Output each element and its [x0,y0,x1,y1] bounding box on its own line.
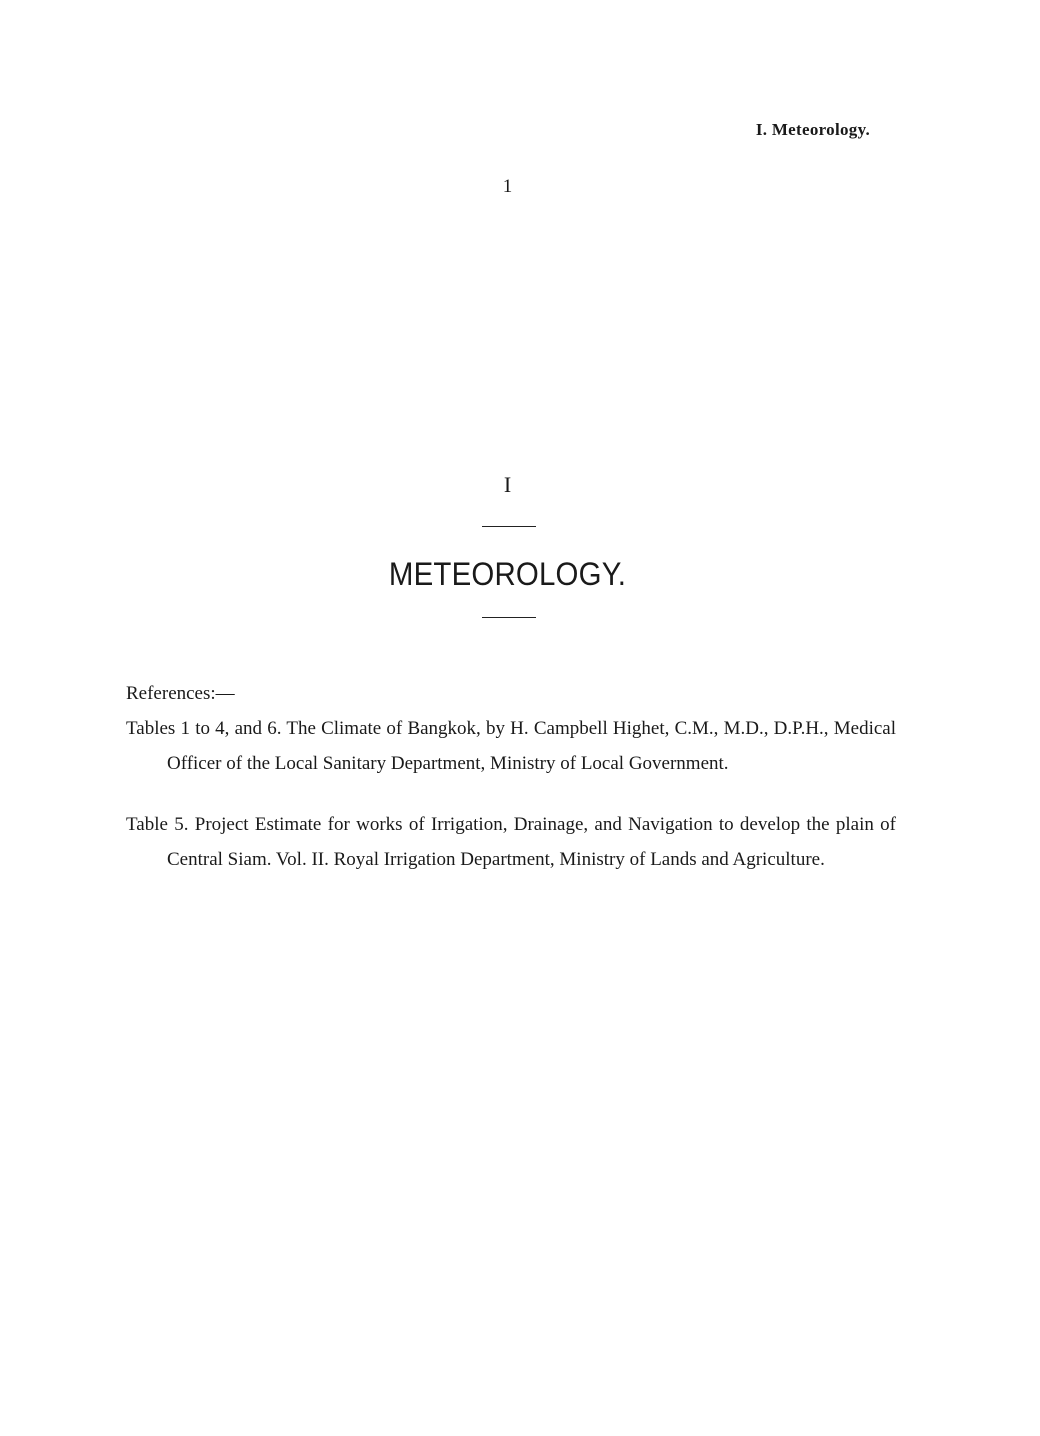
references-section [126,676,896,877]
divider-rule-bottom [482,617,536,618]
divider-rule-top [482,526,536,527]
references-label: References:— [126,683,235,704]
running-head: I. Meteorology. [755,120,870,139]
page-number: 1 [502,176,513,197]
reference-entry-table-5: Table 5. Project Estimate for works of Irrigation, Drainage, and Navigation to develop the plain of Central Siam. Vol. II. Royal Irrigation Department, Ministry of Lands and Agriculture. [126,814,896,870]
reference-entry-tables-1-4-6: Tables 1 to 4, and 6. The Climate of Bangkok, by H. Campbell Highet, C.M., M.D., D.P.H., Medical Officer of the Local Sanitary Department, Ministry of Local Government. [126,718,896,774]
chapter-title: METEOROLOGY. [388,556,627,592]
chapter-numeral: I [503,472,512,497]
